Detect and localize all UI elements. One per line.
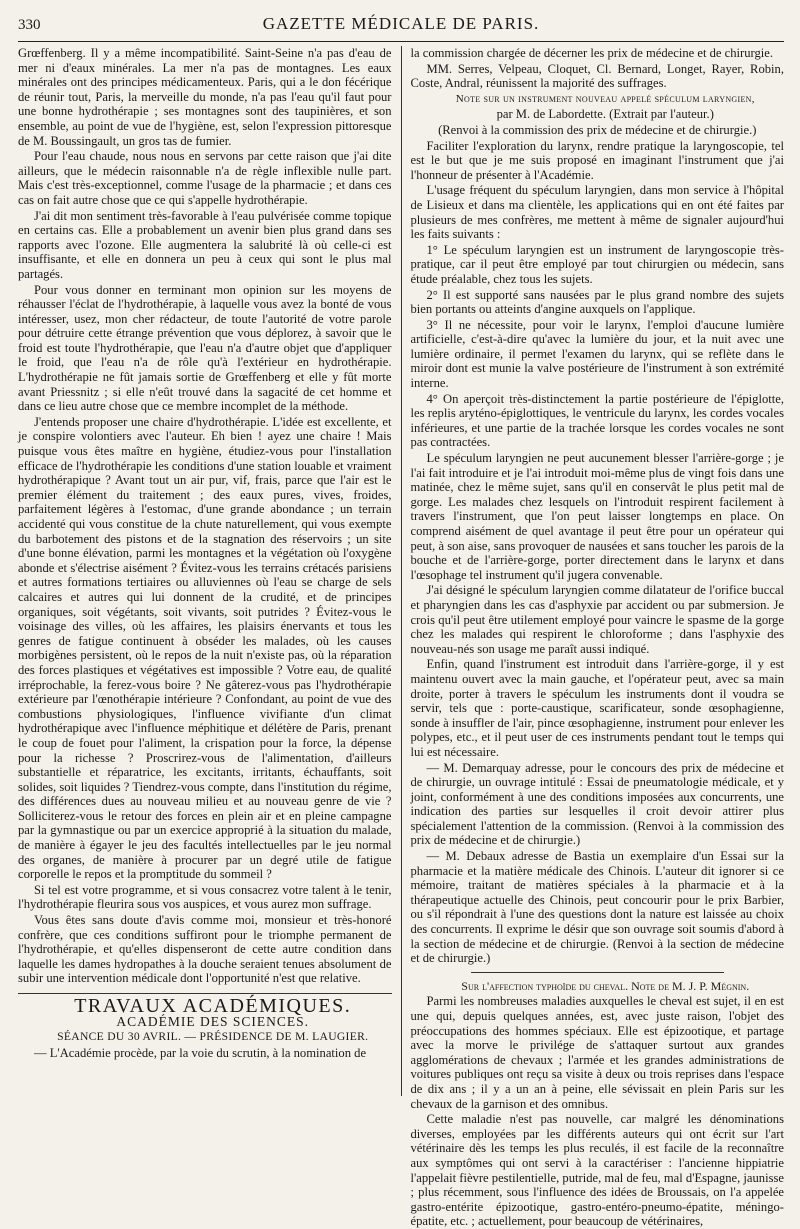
left-column	[18, 46, 401, 1096]
paragraph: 4° On aperçoit très-distinctement la partie postérieure de l'épiglotte, les replis aryténo-épiglottiques, le ventricule du larynx, les cordes vocales inférieures, et une partie de la trachée lorsque les cordes vocales ne sont pas contractées.	[410, 391, 784, 450]
paragraph: 1° Le spéculum laryngien est un instrument de laryngoscopie très-pratique, car il peut être employé par tout chirurgien ou médecin, sans étude préalable, chez tous les sujets.	[410, 242, 784, 286]
text-columns	[18, 46, 785, 1229]
section-divider	[18, 993, 392, 994]
paragraph: la commission chargée de décerner les prix de médecine et de chirurgie.	[410, 46, 774, 60]
section-subtitle: ACADÉMIE DES SCIENCES.	[116, 1013, 310, 1029]
note-commission: (Renvoi à la commission des prix de médecine et de chirurgie.)	[438, 122, 757, 137]
paragraph: Parmi les nombreuses maladies auxquelles le cheval est sujet, il en est une qui, depuis quelques années, est, avec juste raison, l'objet des préoccupations des hommes spéciaux. Elle est épizootique, et partage avec la morve le privilége de s'attaquer surtout aux grandes agglomérations de chevaux ; l'armée et les grandes administrations de voitures publiques ont reçu sa visite à deux ou trois reprises dans l'espace de dix ans ; il y a un an à peine, elle sévissait en plein Paris sur les chevaux de la garnison et des omnibus.	[410, 994, 784, 1111]
paragraph: 3° Il ne nécessite, pour voir le larynx, l'emploi d'aucune lumière artificielle, c'est-à-dire qu'avec la lumière du jour, et la nuit avec une lumière ordinaire, il permet l'examen du larynx, qui se reflète dans le miroir dont est munie la valve postérieure de l'instrument à son extrémité interne.	[410, 317, 784, 391]
paragraph: Enfin, quand l'instrument est introduit dans l'arrière-gorge, il y est maintenu ouvert avec la main gauche, et l'opérateur peut, avec sa main droite, porter à travers le spéculum les instruments dont il voudra se servir, tels que : porte-caustique, scarificateur, sonde œsophagienne, sonde à insuffler de l'air, pince œsophagienne, instrument pour enlever les polypes, etc., et il peut user de ces instruments pendant tout le temps qui lui est nécessaire.	[410, 657, 784, 759]
paragraph: Grœffenberg. Il y a même incompatibilité. Saint-Seine n'a pas d'eau de mer ni d'eaux minérales. La mer n'a pas de montagnes. Les eaux minérales ont des principes médicamenteux. Paris, qui a le don fécérique de réunir tout, Paris, la merveille du monde, n'a pas l'eau qu'il faut pour une bonne hydrothérapie ; ses montagnes sont des taupinières, et son ensemble, au point de vue de l'hygiène, est, selon l'expression pittoresque de M. Boussingault, un gros tas de fumier.	[18, 46, 392, 148]
paragraph: Vous êtes sans doute d'avis comme moi, monsieur et très-honoré confrère, que ces conditions suffiront pour le triomphe permanent de l'hydrothérapie, et qu'elles dispenseront de cette autre condition dans laquelle les dames hydropathes à la douche seraient tenues absolument de subir une intervention médicale dont l'opportunité n'est que relative.	[18, 913, 392, 986]
session-line: SÉANCE DU 30 AVRIL. — PRÉSIDENCE DE M. LAUGIER.	[57, 1030, 369, 1044]
paragraph: J'ai dit mon sentiment très-favorable à l'eau pulvérisée comme topique en certains cas. Elle a probablement un avenir bien plus grand dans ses rapports avec l'ozone. Elle augmentera la salubrité là où celle-ci est insuffisante, et elle en donnera un peu à ceux qui sont le plus mal partagés.	[18, 208, 392, 281]
paragraph: Si tel est votre programme, et si vous consacrez votre talent à le tenir, l'hydrothérapie fleurira sous vos auspices, et vous aurez mon suffrage.	[18, 882, 392, 912]
paragraph: Pour vous donner en terminant mon opinion sur les moyens de réhausser l'éclat de l'hydrothérapie, à laquelle vous avez la bonté de vous intéresser, usez, mon cher rédacteur, de toute l'autorité de votre parole pour détruire cette étrange prévention que vous déplorez, à savoir que le froid est toute l'hydrothérapie, que l'eau n'a d'autre objet que d'appliquer le froid, que l'eau n'a de rôle qu'à l'extérieur en hydrothérapie. L'hydrothérapie ne fût jamais sortie de Grœffenberg et elle y fût morte avant Priessnitz ; si elle n'eût trouvé dans la sagacité de cet homme et dans ce lieu autre chose que ce membre incomplet de la méthode.	[18, 282, 392, 414]
page-header	[18, 14, 784, 42]
running-title: GAZETTE MÉDICALE DE PARIS.	[262, 14, 540, 33]
paragraph: MM. Serres, Velpeau, Cloquet, Cl. Bernard, Longet, Rayer, Robin, Coste, Andral, réunissent la majorité des suffrages.	[410, 61, 784, 91]
paragraph: Cette maladie n'est pas nouvelle, car malgré les dénominations diverses, employées par les différents auteurs qui ont écrit sur l'art vétérinaire dès les temps les plus reculés, il est facile de la reconnaître aux symptômes qui ont servi à la caractériser : l'ancienne hippiatrie l'appelait fièvre pestilentielle, putride, mal de feu, mal d'Espagne, jaunisse ; plus récemment, sous l'influence des idées de Broussais, on l'a appelée gastro-entérite épizootique, gastro-entéro-pneumo-épatite, méningo-épatite, etc. ; actuellement, pour beaucoup de vétérinaires,	[410, 1112, 784, 1229]
affection-title: Sur l'affection typhoïde du cheval. Note de M. J. P. Mégnin.	[461, 978, 750, 993]
paragraph: J'entends proposer une chaire d'hydrothérapie. L'idée est excellente, et je conspire volontiers avec l'auteur. Eh bien ! ayez une chaire ! Mais puisque vous êtes maître en hygiène, étudiez-vous pour l'installation efficace de l'hydrothérapie les conditions d'une station louable et vraiment hydrothérapique ? Avant tout un air pur, vif, frais, parce que l'air est le premier élément du traitement ; des eaux pures, vives, froides, parfaitement légères à l'estomac, d'une grande abondance ; un terrain accidenté qui vous constitue de la chute naturellement, qui vous exempte du barbotement des pistons et de la stagnation des réservoirs ; un site d'une bonne élévation, parmi les montagnes et la végétation où l'oxygène abonde et s'électrise aisément ? Évitez-vous les terrains crétacés parisiens et autres formations tertiaires ou alluviennes où l'eau se charge de sels calcaires et autres qui lui donnent de la crudité, et de principes organiques, soit végétants, soit vivants, soit putrides ? Évitez-vous le voisinage des villes, où les affaires, les plaisirs énervants et tous les genres de fatigue continuent à obséder les malades, où les causes morbigènes persistent, où le repos de la nuit n'existe pas, où la réparation des forces plastiques et végétatives est impossible ? Votre eau, de qualité irréprochable, la ferez-vous boire ? Ne gâterez-vous pas l'hydrothérapie extérieure par l'œnothérapie intérieure ? Confondant, au point de vue des combustions physiologiques, l'influence vivifiante d'un climat hydrothérapique avec l'influence méphitique et délétère de Paris, prenant le coup de fouet pour l'aliment, la crispation pour la force, la dépense pour la richesse ? Proscrirez-vous de l'alimentation, d'ailleurs substantielle et réparatrice, les excitants, irritants, échauffants, soit solides, soit liquides ? Tiendrez-vous compte, dans l'institution du régime, des différences dues au nouveau milieu et au nouveau genre de vie ? Solliciterez-vous le retour des forces en plein air et en pleine campagne par la gymnastique ou par un exercice approprié à la situation du malade, de manière à égayer le jeu des facultés intellectuelles par le jeu normal des organes, de manière à procurer par un degré utile de fatigue corporelle le repos et la promptitude du sommeil ?	[18, 414, 392, 882]
divider	[471, 972, 725, 973]
right-column	[401, 46, 785, 1229]
paragraph: — L'Académie procède, par la voie du scrutin, à la nomination de	[34, 1045, 367, 1060]
page-number: 330	[18, 17, 41, 33]
note-title: Note sur un instrument nouveau appelé spéculum laryngien,	[455, 92, 755, 105]
paragraph: L'usage fréquent du spéculum laryngien, dans mon service à l'hôpital de Lisieux et dans ma clientèle, les applications qui en ont été faites par plusieurs de mes confrères, me mettent à même de signaler aujourd'hui les faits suivants :	[410, 183, 784, 242]
section-title: TRAVAUX ACADÉMIQUES.	[74, 995, 352, 1017]
paragraph: Pour l'eau chaude, nous nous en servons par cette raison que j'ai dite ailleurs, que le médecin raisonnable n'a de règle inflexible nulle part. Mais c'est très-exceptionnel, comme l'usage de la pharmacie ; et dans ces cas on fait autre chose que ce qui s'appelle hydrothérapie.	[18, 149, 392, 207]
paragraph: J'ai désigné le spéculum laryngien comme dilatateur de l'orifice buccal et pharyngien dans les cas d'asphyxie par accident ou par submersion. Je crois qu'il peut être utilement employé pour vaincre le spasme de la gorge chez les malades qui respirent le chloroforme ; dans l'asphyxie des nouveau-nés son usage me paraît aussi indiqué.	[410, 583, 784, 656]
paragraph: — M. Debaux adresse de Bastia un exemplaire d'un Essai sur la pharmacie et la matière médicale des Chinois. L'auteur dit ignorer si ce mémoire, traitant de matières spéciales à la pharmacie et à la thérapeutique actuelle des Chinois, peut concourir pour le prix Barbier, ou s'il répondrait à l'une des questions dont la nature est laissée au choix des concurrents. Il exprime le désir que son ouvrage soit soumis d'abord à la section de médecine et de chirurgie. (Renvoi à la section de médecine et de chirurgie.)	[410, 849, 784, 966]
paragraph: Faciliter l'exploration du larynx, rendre pratique la laryngoscopie, tel est le but que je me suis proposé en imaginant l'instrument que j'ai l'honneur de présenter à l'Académie.	[410, 138, 784, 182]
paragraph: — M. Demarquay adresse, pour le concours des prix de médecine et de chirurgie, un ouvrage intitulé : Essai de pneumatologie médicale, et y joint, conformément à une des conditions imposées aux concurrents, une indication des parties sur lesquelles il croit devoir attirer plus spécialement l'attention de la commission. (Renvoi à la commission des prix de médecine et de chirurgie.)	[410, 760, 784, 848]
paragraph: 2° Il est supporté sans nausées par le plus grand nombre des sujets bien portants ou atteints d'angine auxquels on l'applique.	[410, 287, 784, 317]
note-author: par M. de Labordette. (Extrait par l'auteur.)	[496, 107, 714, 122]
paragraph: Le spéculum laryngien ne peut aucunement blesser l'arrière-gorge ; je l'ai fait introduire et je l'ai introduit moi-même plus de vingt fois dans une matinée, chez le même sujet, sans qu'il en conservât le plus petit mal de gorge. Les malades chez lesquels on l'introduit respirent facilement à travers l'instrument, que l'on peut laisser longtemps en place. On comprend aisément de quel avantage il peut être pour un opérateur qui peut, à son aise, sans provoquer de nausées et sans toucher les parois de la bouche et de l'arrière-gorge, porter directement dans le larynx et dans l'œsophage tel instrument qu'il jugera convenable.	[410, 451, 785, 582]
